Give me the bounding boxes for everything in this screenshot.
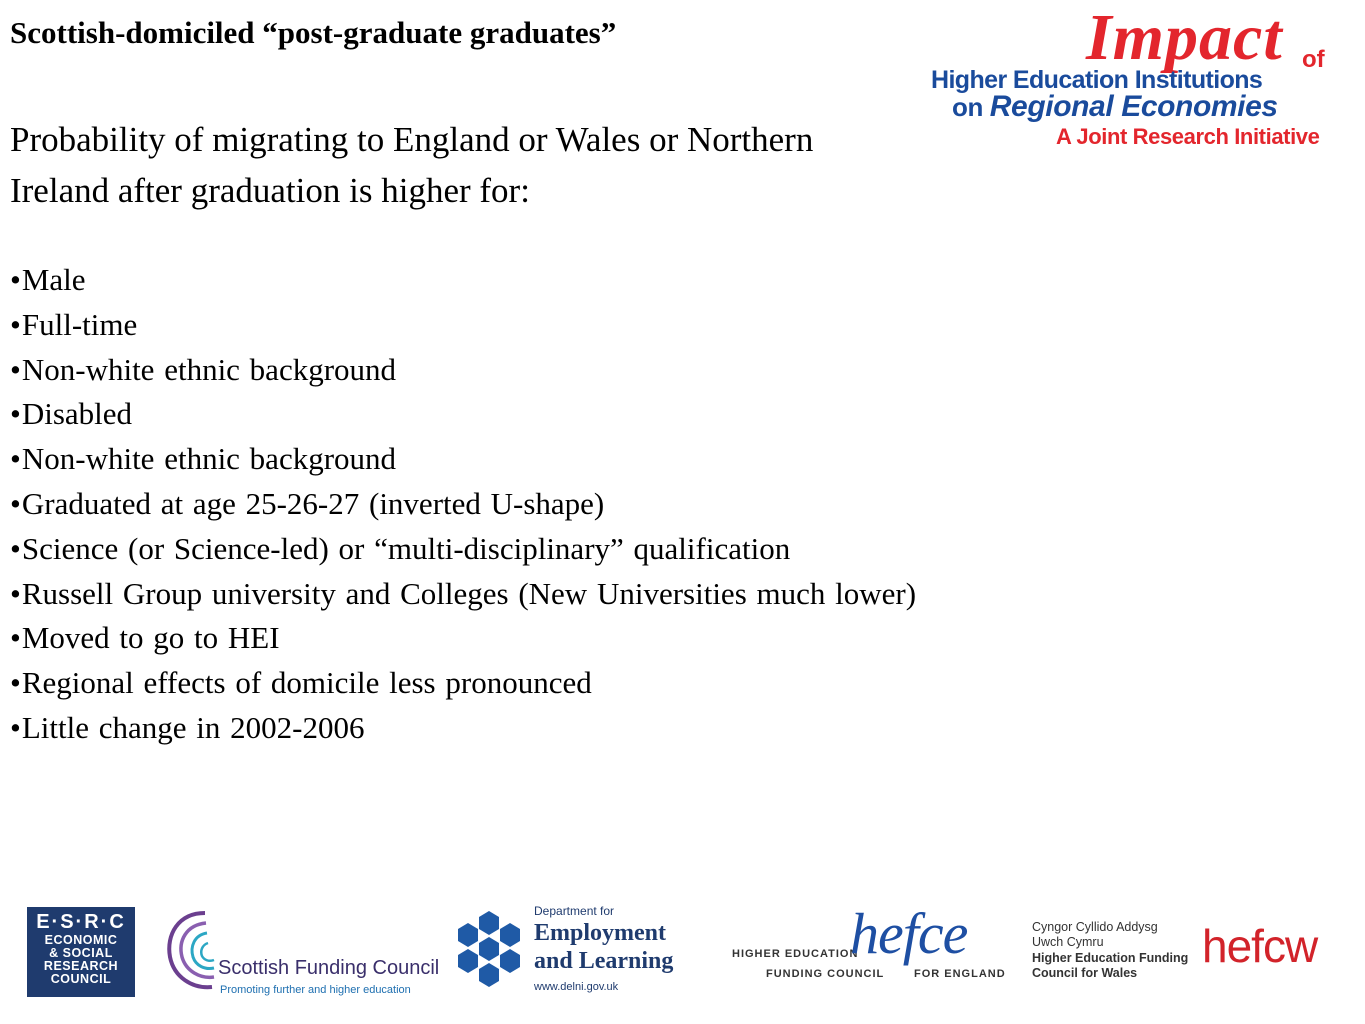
hefcw-logo-english-line: Council for Wales bbox=[1032, 966, 1138, 980]
bullet-item: • Non-white ethnic background bbox=[10, 348, 916, 393]
hefcw-logo-name: hefcw bbox=[1202, 920, 1318, 972]
bullet-item: • Graduated at age 25-26-27 (inverted U-shape) bbox=[10, 482, 916, 527]
hefcw-logo bbox=[1032, 920, 1352, 990]
impact-logo-on: on bbox=[952, 92, 983, 122]
bullet-item: • Little change in 2002-2006 bbox=[10, 706, 916, 751]
del-logo-dept: Department for bbox=[534, 904, 615, 918]
bullet-item: • Science (or Science-led) or “multi-disciplinary” qualification bbox=[10, 527, 916, 572]
bullet-item: • Non-white ethnic background bbox=[10, 437, 916, 482]
del-logo-name2: and Learning bbox=[534, 948, 674, 974]
bullet-item: • Full-time bbox=[10, 303, 916, 348]
impact-logo bbox=[928, 1, 1340, 153]
hefce-logo-name: hefce bbox=[850, 901, 968, 966]
hefcw-logo-english-line: Higher Education Funding bbox=[1032, 951, 1189, 965]
bullet-list bbox=[10, 258, 916, 751]
esrc-logo-acronym: E·S·R·C bbox=[36, 911, 126, 933]
hefcw-logo-welsh-line: Cyngor Cyllido Addysg bbox=[1032, 920, 1158, 934]
hefce-logo-higher-education: HIGHER EDUCATION bbox=[732, 948, 859, 960]
esrc-logo-line: COUNCIL bbox=[50, 972, 112, 986]
hefce-logo bbox=[732, 901, 1006, 1001]
esrc-logo bbox=[27, 907, 135, 997]
del-logo-url: www.delni.gov.uk bbox=[534, 981, 619, 993]
esrc-logo-line: ECONOMIC bbox=[44, 933, 118, 947]
del-logo-name1: Employment bbox=[534, 920, 666, 946]
esrc-logo-line: RESEARCH bbox=[43, 959, 119, 973]
hefce-logo-for-england: FOR ENGLAND bbox=[914, 968, 1006, 980]
del-logo-name bbox=[534, 919, 673, 975]
impact-logo-line2: Higher Education Institutions bbox=[931, 66, 1263, 94]
hefcw-logo-welsh-line: Uwch Cymru bbox=[1032, 935, 1104, 949]
impact-logo-word: Impact bbox=[1086, 1, 1283, 74]
del-logo bbox=[450, 905, 695, 1000]
intro-text: Probability of migrating to England or Wales or Northern Ireland after graduation is higher for: bbox=[10, 120, 814, 210]
scottish-funding-council-logo bbox=[160, 905, 440, 1000]
bullet-item: • Male bbox=[10, 258, 916, 303]
slide-heading: Scottish-domiciled “post-graduate graduates” bbox=[10, 15, 617, 50]
bullet-item: • Russell Group university and Colleges (New Universities much lower) bbox=[10, 572, 916, 617]
bullet-item: • Moved to go to HEI bbox=[10, 616, 916, 661]
del-hexagon-icon bbox=[450, 909, 528, 991]
sfc-logo-tagline: Promoting further and higher education bbox=[220, 984, 411, 996]
impact-logo-of: of bbox=[1302, 46, 1325, 73]
bullet-item: • Regional effects of domicile less pronounced bbox=[10, 661, 916, 706]
sfc-logo-name: Scottish Funding Council bbox=[218, 957, 440, 979]
bullet-item: • Disabled bbox=[10, 392, 916, 437]
impact-logo-regional: Regional Economies bbox=[989, 90, 1278, 123]
esrc-logo-line: & SOCIAL bbox=[49, 946, 113, 960]
hefce-logo-funding-council: FUNDING COUNCIL bbox=[766, 968, 885, 980]
impact-logo-tagline: A Joint Research Initiative bbox=[1056, 124, 1320, 149]
impact-logo-line3 bbox=[952, 90, 1278, 124]
